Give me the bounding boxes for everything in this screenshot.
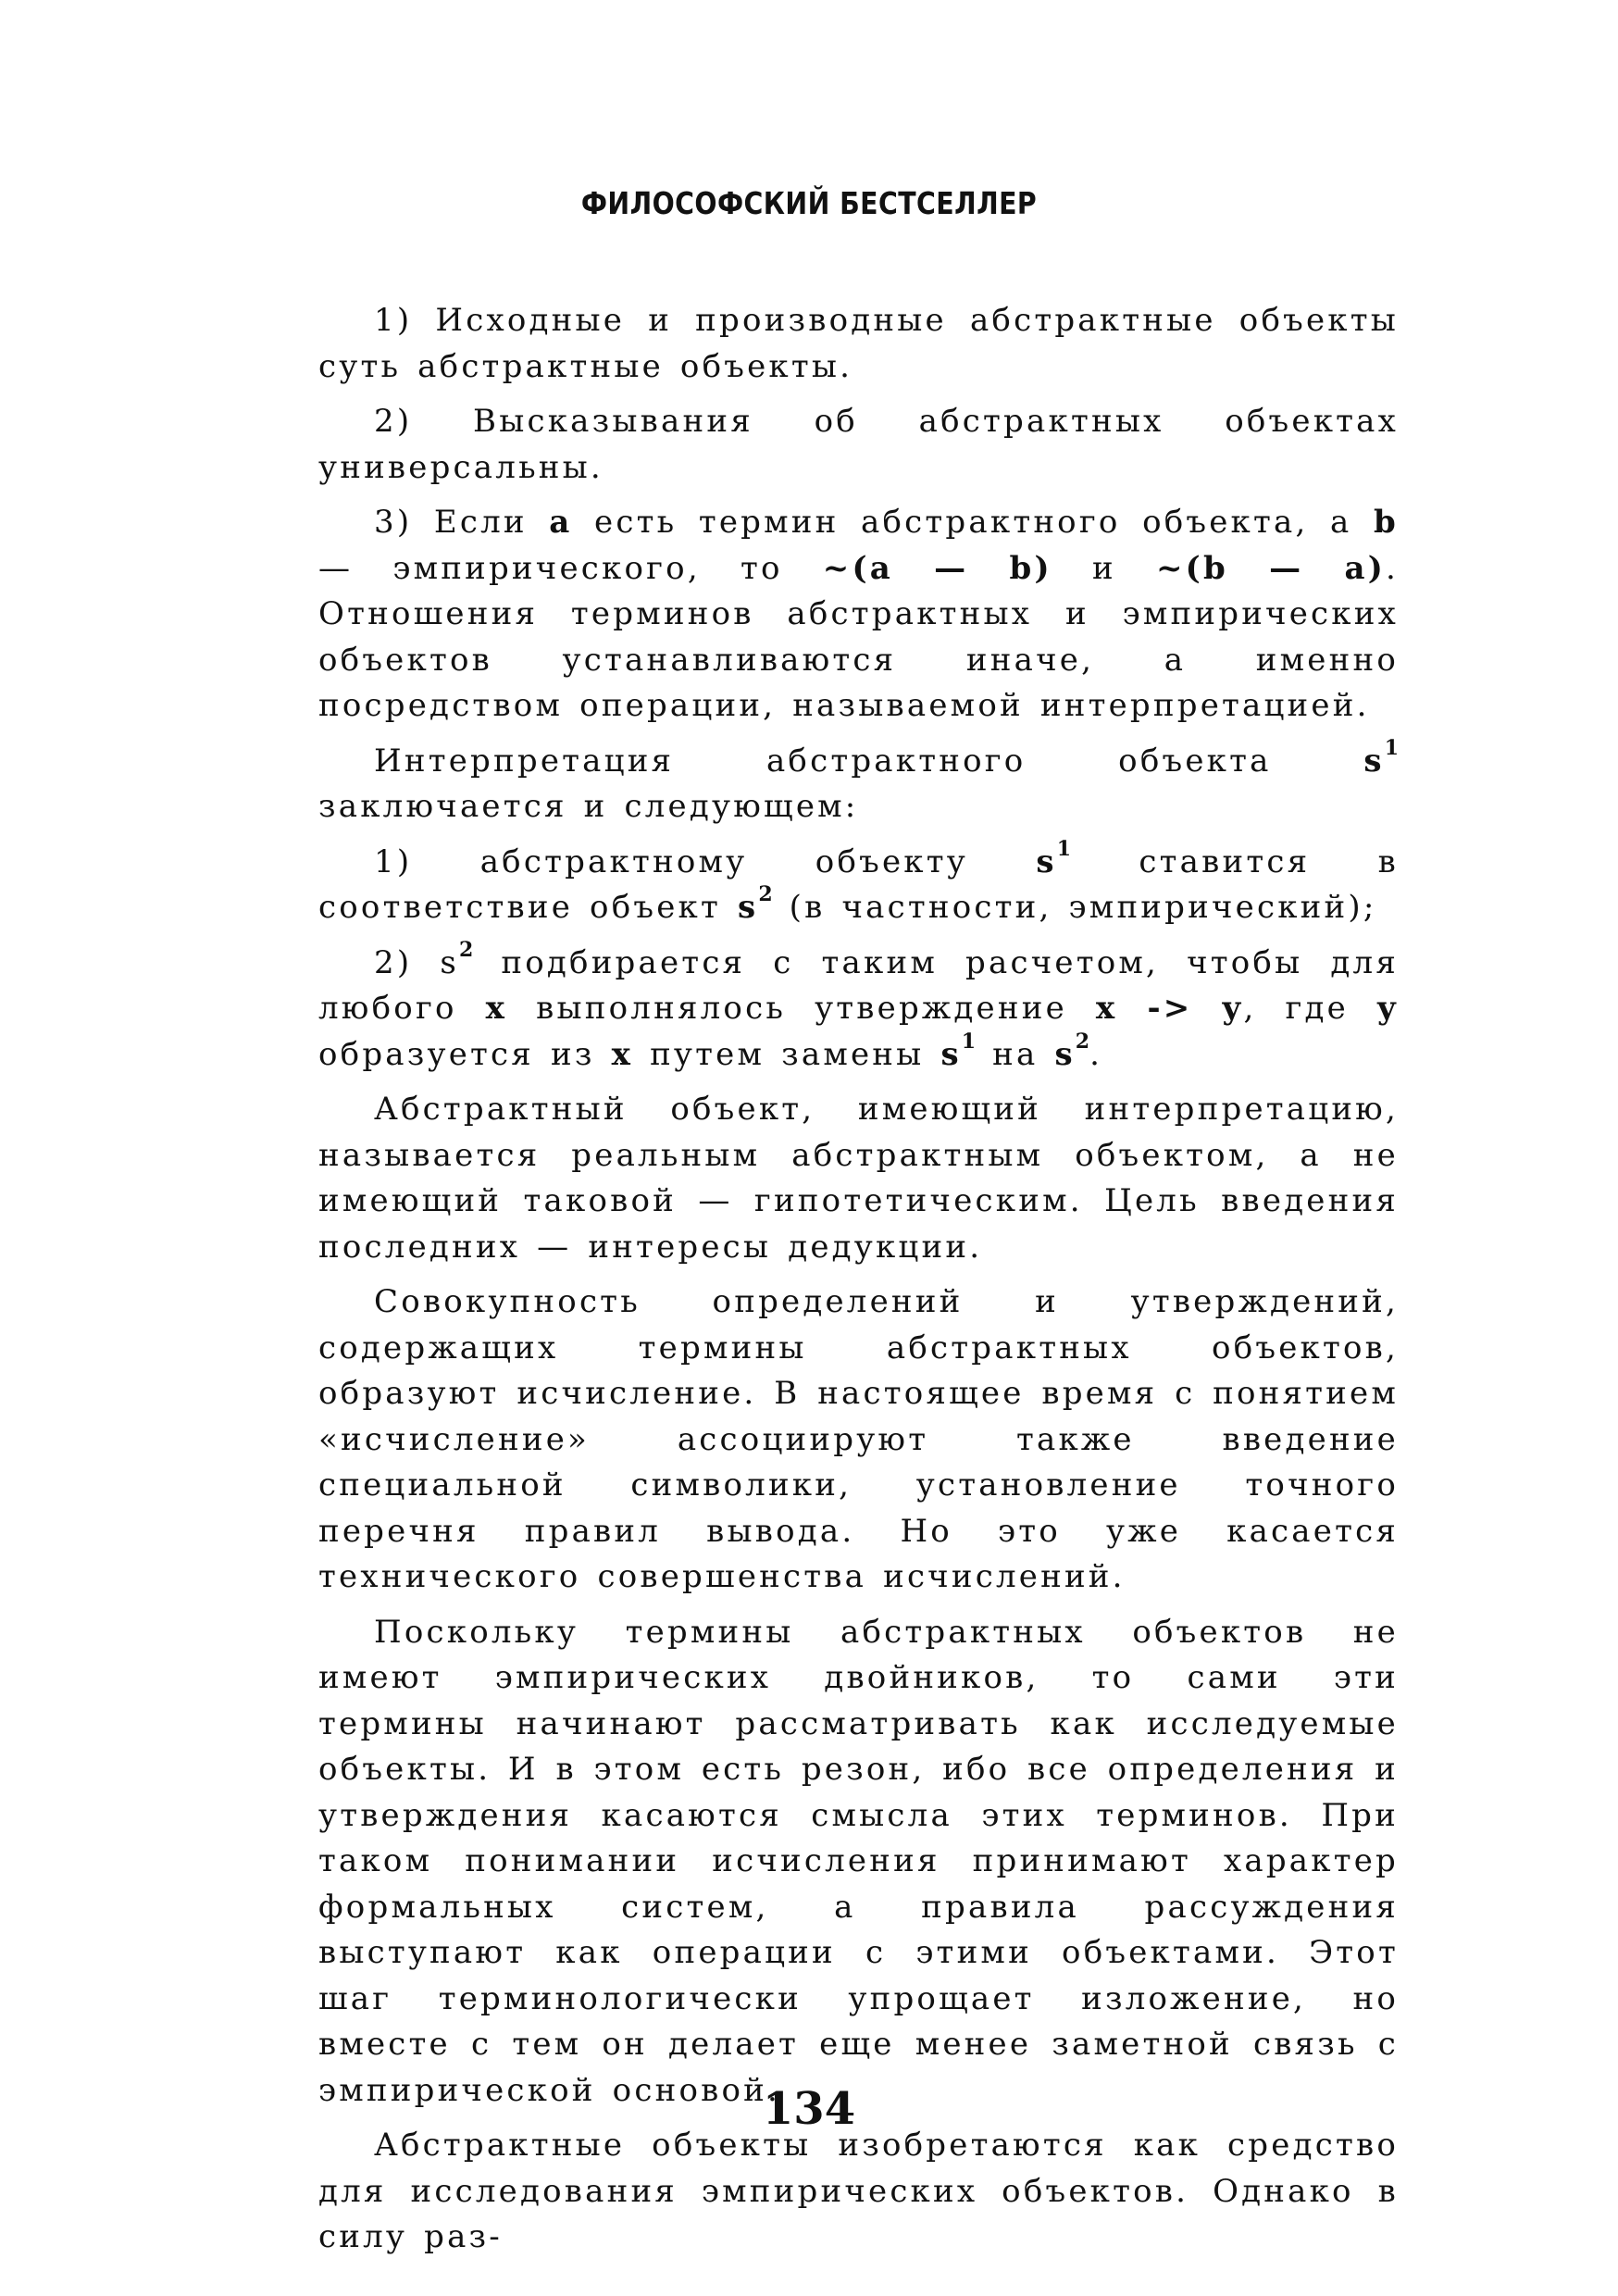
paragraph-7 xyxy=(318,1087,1399,1270)
text-run: . xyxy=(1089,1035,1103,1073)
paragraph-9 xyxy=(318,1610,1399,2115)
symbol-s: s xyxy=(1363,742,1385,780)
text-run: 1) абстрактному объекту xyxy=(374,842,1037,880)
text-run: есть термин абстрактного объекта, а xyxy=(572,504,1375,541)
text-run: — эмпирического, то xyxy=(318,549,823,587)
text-run: и xyxy=(1052,549,1156,587)
paragraph-3 xyxy=(318,500,1399,730)
paragraph-5 xyxy=(318,836,1399,931)
text-run: . Отношения терминов абстрактных и эмпирических объектов устанавливаются иначе, а именно посредством операции, называемой интерпретацией. xyxy=(318,549,1399,724)
paragraph-6 xyxy=(318,937,1399,1079)
paragraph-4 xyxy=(318,735,1399,830)
symbol-s: s xyxy=(738,889,759,926)
text-run: ставится в соответствие объект xyxy=(318,842,1399,926)
body-text xyxy=(318,298,1399,2270)
paragraph-1 xyxy=(318,298,1399,390)
text-run: , где xyxy=(1243,990,1378,1027)
symbol-x: x xyxy=(485,990,508,1027)
superscript: 2 xyxy=(459,937,474,962)
text-run: выполнялось утверждение xyxy=(507,990,1096,1027)
superscript: 1 xyxy=(961,1029,977,1054)
formula-not-b-a: ~(b — a) xyxy=(1155,549,1386,587)
formula-not-a-b: ~(a — b) xyxy=(822,549,1052,587)
text-run: заключается и следующем: xyxy=(318,788,859,825)
superscript: 1 xyxy=(1384,735,1399,760)
page-number: 134 xyxy=(762,2083,856,2135)
symbol-a: a xyxy=(549,504,573,541)
symbol-s: s xyxy=(1054,1035,1076,1073)
superscript: 2 xyxy=(758,882,773,906)
superscript: 2 xyxy=(1075,1029,1090,1054)
paragraph-2 xyxy=(318,399,1399,491)
text-run: 3) Если xyxy=(374,504,550,541)
text-run: на xyxy=(976,1035,1055,1073)
text-run: образуется из xyxy=(318,1035,612,1073)
text-run: 1) Исходные и производные абстрактные объекты суть абстрактные объекты. xyxy=(318,302,1399,385)
symbol-s: s xyxy=(940,1035,962,1073)
text-run: Интерпретация абстрактного объекта xyxy=(374,742,1364,780)
text-run: 2) Высказывания об абстрактных объектах универсальны. xyxy=(318,403,1399,486)
paragraph-10 xyxy=(318,2123,1399,2261)
text-run: Поскольку термины абстрактных объектов не имеют эмпирических двойников, то сами эти термины начинают рассматривать как исследуемые объекты. И в этом есть резон, ибо все определения и утверждения касаются смысла этих терминов. При таком понимании исчисления принимают характер формальных систем, а правила рассуждения выступают как операции с этими объектами. Этот шаг терминологически упрощает изложение, но вместе с тем он делает еще менее заметной связь с эмпирической основой. xyxy=(318,1613,1399,2109)
symbol-b: b xyxy=(1374,504,1399,541)
symbol-s: s xyxy=(440,943,459,981)
text-run: Совокупность определений и утверждений, содержащих термины абстрактных объектов, образуют исчисление. В настоящее время с понятием «исчисление» ассоциируют также введение специальной символики, установление точного перечня правил вывода. Но это уже касается технического совершенства исчислений. xyxy=(318,1283,1399,1595)
text-run: путем замены xyxy=(633,1035,941,1073)
text-run: подбирается с таким расчетом, чтобы для любого xyxy=(318,943,1399,1027)
symbol-x: x xyxy=(611,1035,634,1073)
paragraph-8 xyxy=(318,1279,1399,1601)
text-run: Абстрактные объекты изобретаются как средство для исследования эмпирических объектов. Однако в силу раз- xyxy=(318,2127,1399,2255)
text-run: Абстрактный объект, имеющий интерпретацию, называется реальным абстрактным объектом, а не имеющий таковой — гипотетическим. Цель введения последних — интересы дедукции. xyxy=(318,1091,1399,1266)
text-run: (в частности, эмпирический); xyxy=(772,889,1377,926)
formula-x-implies-y: x -> y xyxy=(1095,990,1244,1027)
symbol-y: y xyxy=(1377,990,1399,1027)
superscript: 1 xyxy=(1056,836,1072,861)
text-run: 2) xyxy=(374,943,441,981)
symbol-s: s xyxy=(1036,842,1057,880)
running-header: ФИЛОСОФСКИЙ БЕСТСЕЛЛЕР xyxy=(580,185,1038,221)
